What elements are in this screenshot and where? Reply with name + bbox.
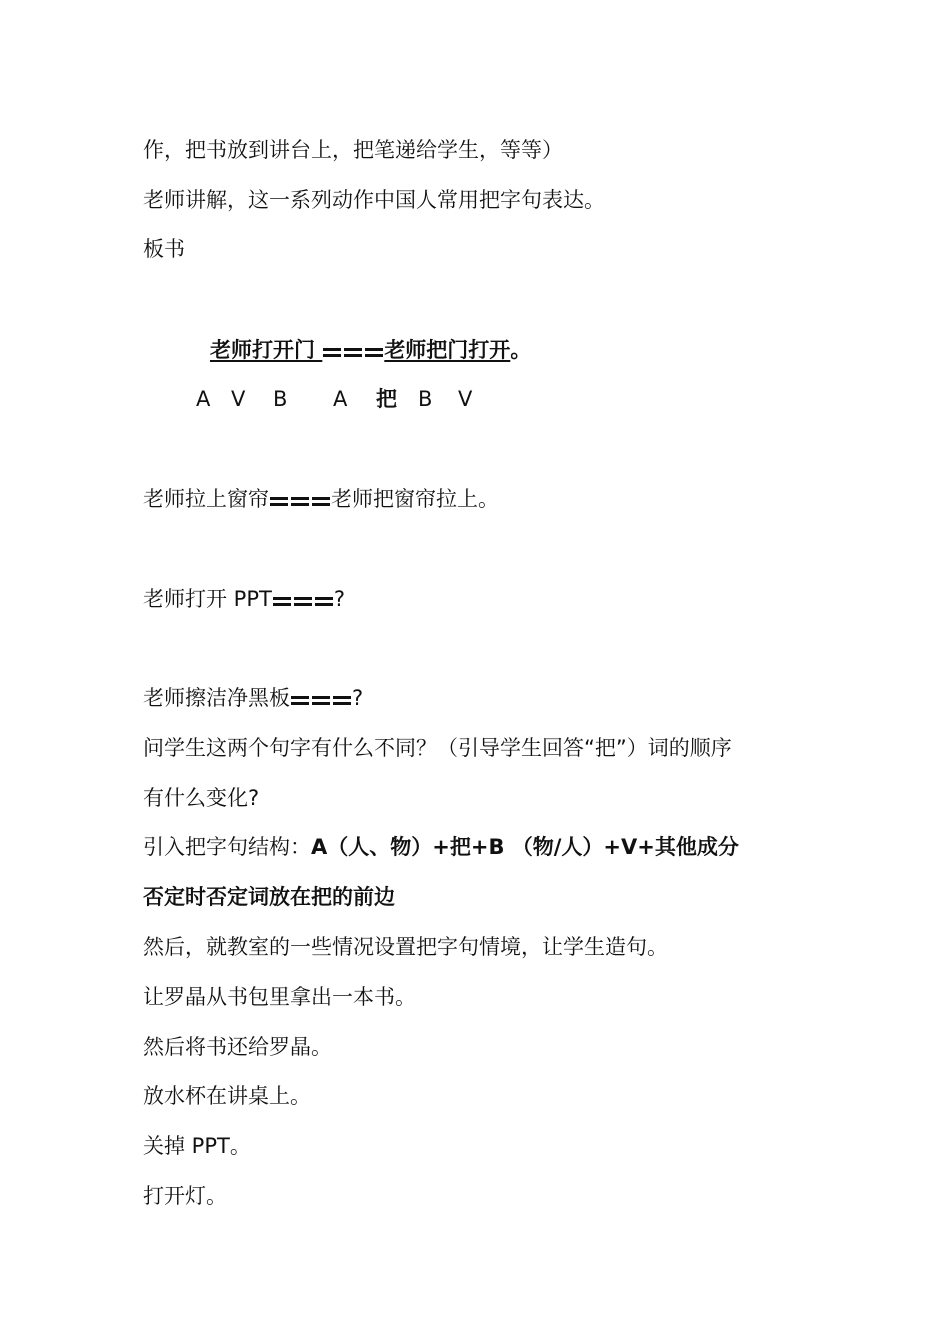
example-2-left: 老师拉上窗帘 — [143, 487, 269, 511]
negation-rule: 否定时否定词放在把的前边 — [143, 885, 395, 909]
text-line-16: 关掉 PPT。 — [143, 1134, 251, 1158]
text-line-15: 放水杯在讲桌上。 — [143, 1084, 311, 1108]
equals-mark — [270, 485, 330, 515]
example-1-left: 老师打开门 — [210, 338, 323, 362]
pattern-a-1: A — [196, 387, 211, 411]
structure-formula: A（人、物）+把+B （物/人）+V+其他成分 — [311, 835, 739, 859]
example-1-right: 老师把门打开 — [384, 338, 511, 362]
text-line-13: 让罗晶从书包里拿出一本书。 — [143, 985, 416, 1009]
text-line-12: 然后，就教室的一些情况设置把字句情境，让学生造句。 — [143, 935, 668, 959]
example-2-right: 老师把窗帘拉上。 — [331, 487, 499, 511]
pattern-b-2: B — [418, 387, 433, 411]
equals-mark — [273, 585, 333, 615]
text-line-8: 问学生这两个句字有什么不同？（引导学生回答“把”）词的顺序 — [143, 736, 732, 760]
structure-prefix: 引入把字句结构： — [143, 835, 311, 859]
pattern-b-1: B — [273, 387, 288, 411]
text-line-2: 老师讲解，这一系列动作中国人常用把字句表达。 — [143, 188, 605, 212]
example-3-left: 老师打开 PPT — [143, 587, 272, 611]
example-sentence-2 — [143, 484, 499, 515]
example-sentence-3 — [143, 584, 345, 615]
example-sentence-4 — [143, 683, 363, 714]
example-3-right: ? — [333, 587, 345, 611]
board-heading: 板书 — [143, 237, 185, 261]
pattern-ba: 把 — [376, 387, 397, 411]
pattern-a-2: A — [333, 387, 348, 411]
text-line-1: 作，把书放到讲台上，把笔递给学生，等等） — [143, 138, 563, 162]
pattern-v-1: V — [231, 387, 246, 411]
example-4-right: ? — [352, 686, 364, 710]
example-1-end: 。 — [510, 338, 532, 362]
equals-mark — [291, 684, 351, 714]
structure-line — [143, 832, 739, 862]
text-line-14: 然后将书还给罗晶。 — [143, 1035, 332, 1059]
equals-mark — [323, 336, 383, 366]
pattern-v-2: V — [458, 387, 473, 411]
example-sentence-1 — [210, 335, 531, 366]
example-4-left: 老师擦洁净黑板 — [143, 686, 290, 710]
text-line-9: 有什么变化? — [143, 786, 260, 810]
text-line-17: 打开灯。 — [143, 1184, 227, 1208]
